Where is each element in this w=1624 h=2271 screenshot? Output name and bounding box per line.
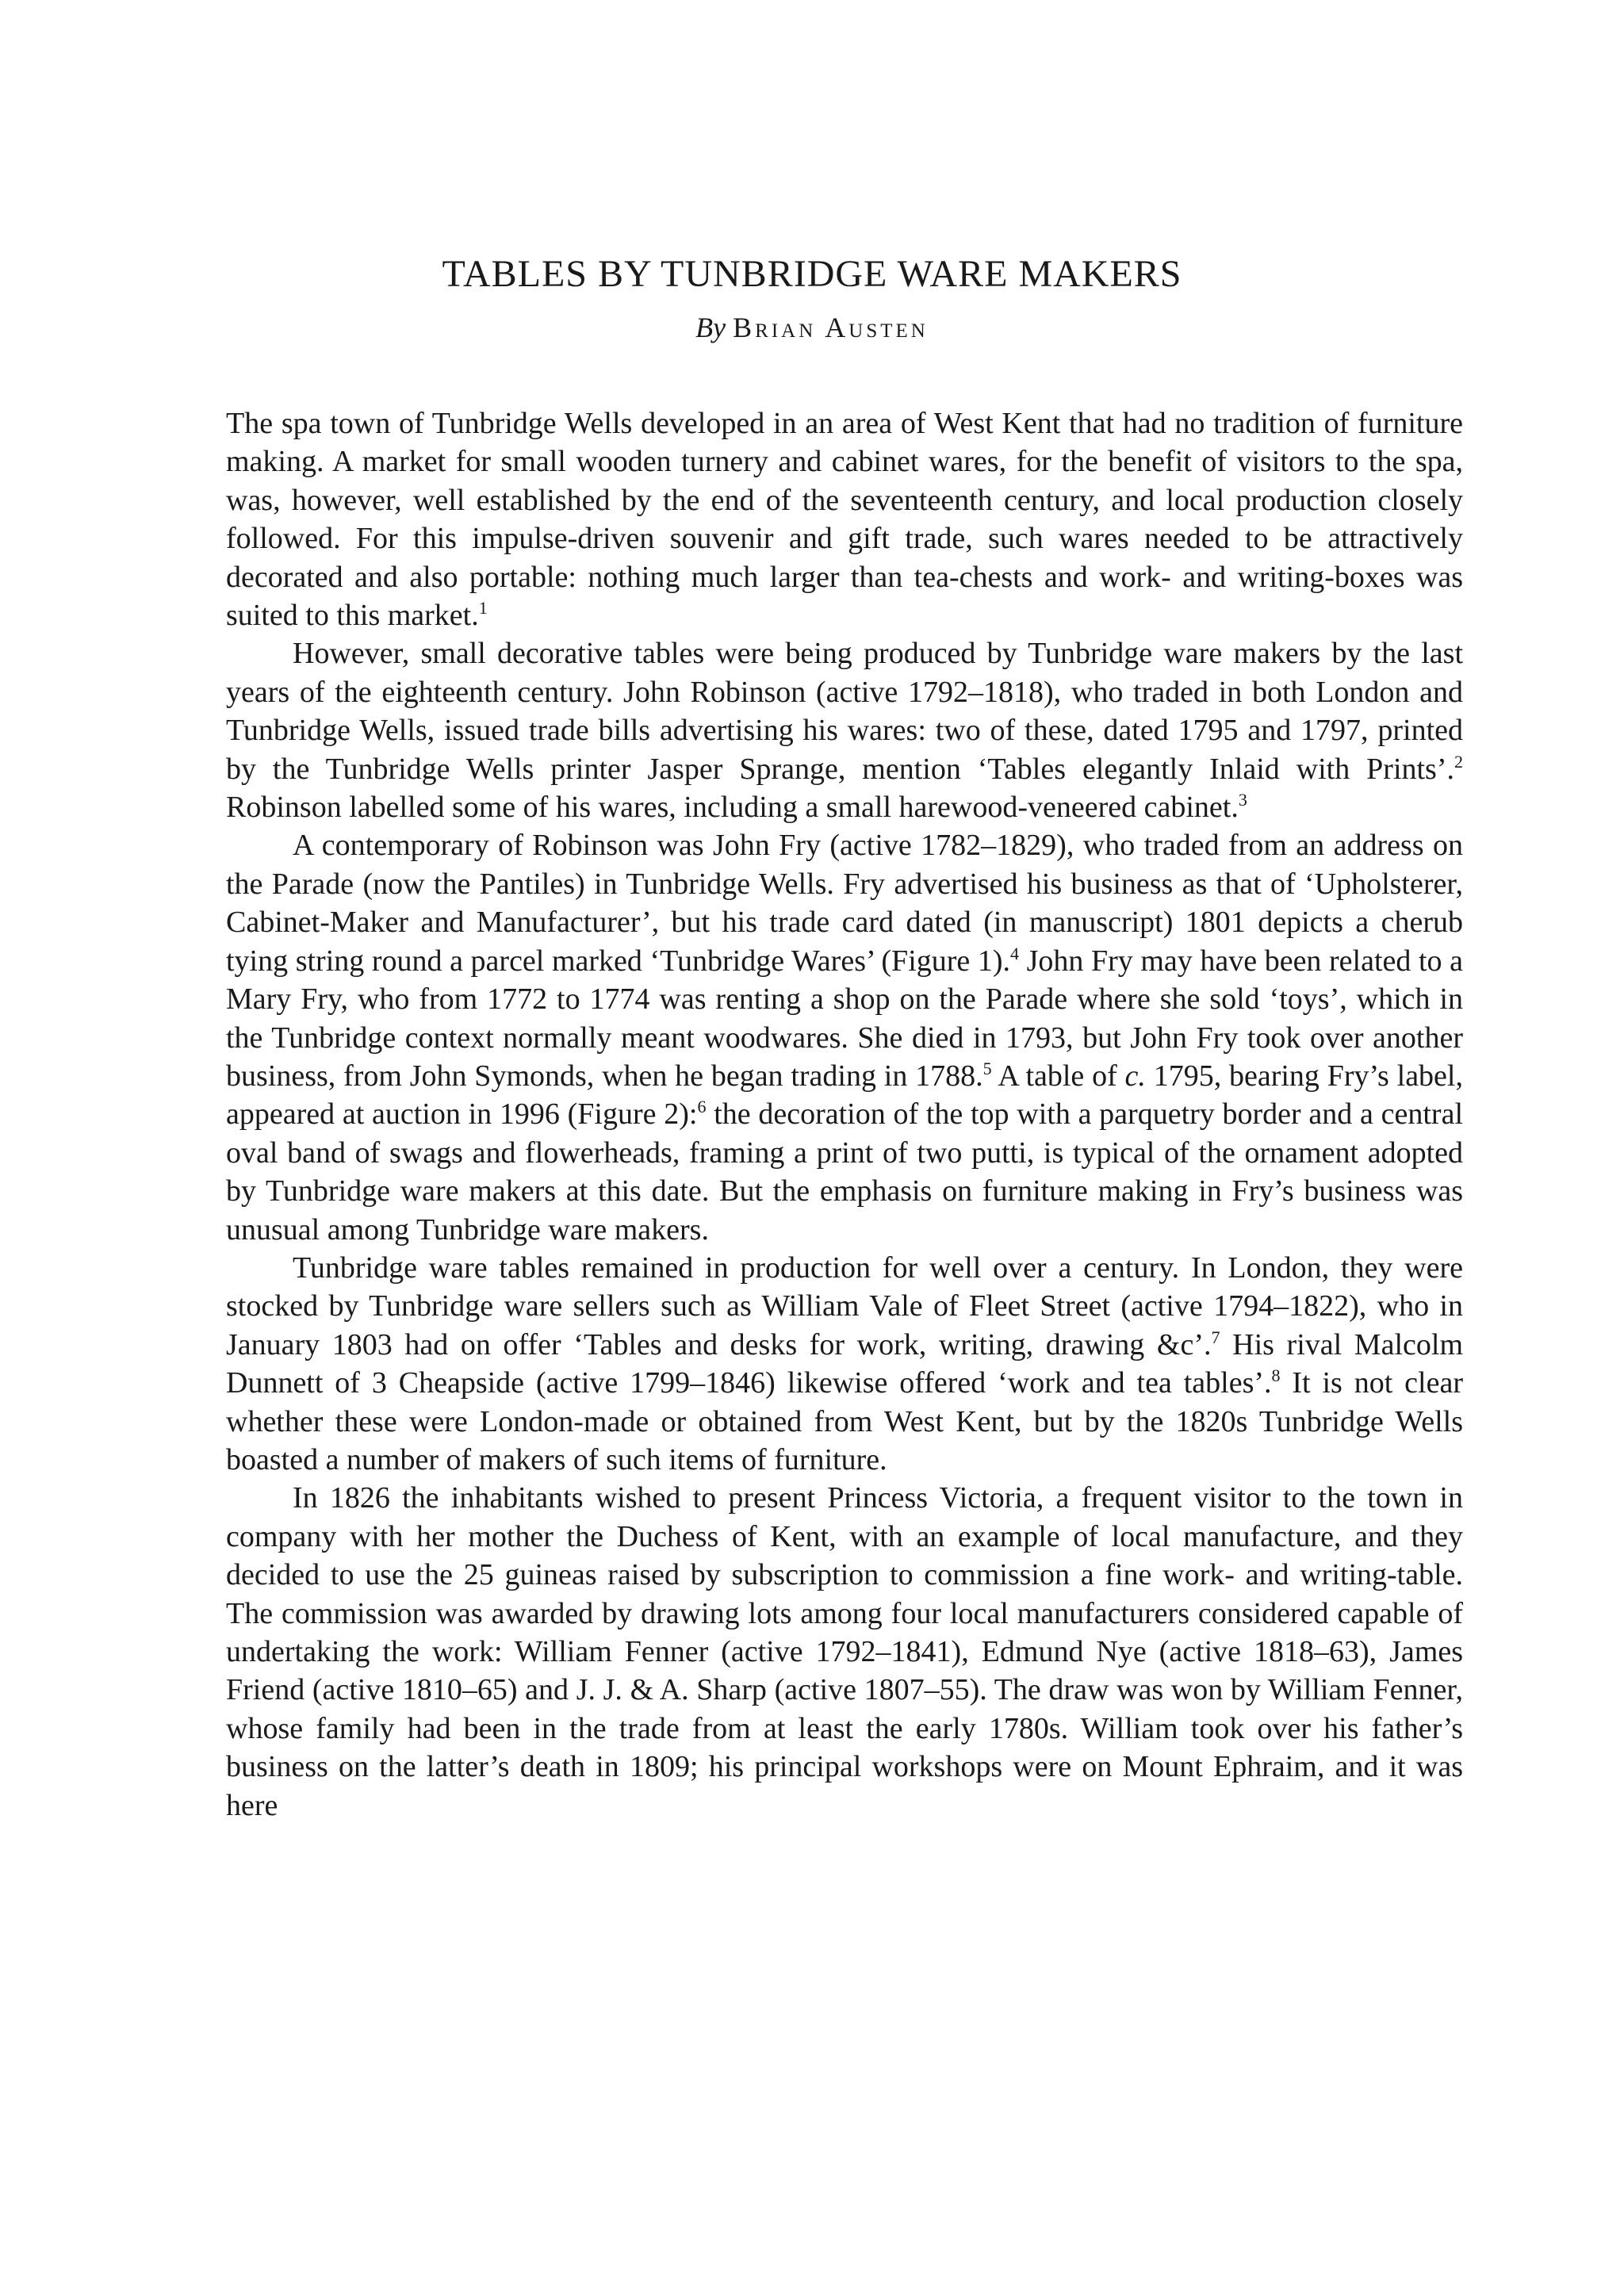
- footnote-marker: 1: [478, 598, 488, 618]
- paragraph-text: Robinson labelled some of his wares, including a small harewood-veneered cabinet.: [226, 791, 1239, 825]
- author-name: Brian Austen: [733, 312, 929, 343]
- paragraph-text: A table of: [991, 1059, 1125, 1093]
- paragraph-text: 1795, bearing Fry’s label, appeared at auction in 1996 (Figure 2):: [226, 1059, 1463, 1132]
- footnote-marker: 8: [1271, 1365, 1281, 1386]
- paragraph-text: In 1826 the inhabitants wished to present Princess Victoria, a frequent visitor to the town in company with her mother the Duchess of Kent, with an example of local manufacture, and they decided to use the 25 guineas raised by subscription to commission a fine work- and writing-table. The commission was awarded by drawing lots among four local manufacturers considered capable of undertaking the work: William Fenner (active 1792–1841), Edmund Nye (active 1818–63), James Friend (active 1810–65) and J. J. & A. Sharp (active 1807–55). The draw was won by William Fenner, whose family had been in the trade from at least the early 1780s. William took over his father’s business on the latter’s death in 1809; his principal workshops were on Mount Ephraim, and it was here: [226, 1481, 1463, 1822]
- article-body: [226, 404, 1463, 1825]
- body-paragraph: [226, 404, 1463, 634]
- paragraph-text: However, small decorative tables were being produced by Tunbridge ware makers by the last years of the eighteenth century. John Robinson (active 1792–1818), who traded in both London and Tunbridge Wells, issued trade bills advertising his wares: two of these, dated 1795 and 1797, printed by the Tunbridge Wells printer Jasper Sprange, mention ‘Tables elegantly Inlaid with Prints’.: [226, 637, 1463, 786]
- body-paragraph: [226, 634, 1463, 826]
- paragraph-text: John Fry may have been related to a Mary Fry, who from 1772 to 1774 was renting a shop on the Parade where she sold ‘toys’, which in the Tunbridge context normally meant woodwares. She died in 1793, but John Fry took over another business, from John Symonds, when he began trading in 1788.: [226, 944, 1463, 1093]
- paragraph-text: Tunbridge ware tables remained in production for well over a century. In London, they were stocked by Tunbridge ware sellers such as William Vale of Fleet Street (active 1794–1822), who in January 1803 had on offer ‘Tables and desks for work, writing, drawing &c’.: [226, 1250, 1463, 1361]
- paragraph-text: It is not clear whether these were London-made or obtained from West Kent, but by the 1820s Tunbridge Wells boasted a number of makers of such items of furniture.: [226, 1366, 1463, 1476]
- paragraph-text: The spa town of Tunbridge Wells developed in an area of West Kent that had no tradition of furniture making. A market for small wooden turnery and cabinet wares, for the benefit of visitors to the spa, was, however, well established by the end of the seventeenth century, and local production closely followed. For this impulse-driven souvenir and gift trade, such wares needed to be attractively decorated and also portable: nothing much larger than tea-chests and work- and writing-boxes was suited to this market.: [226, 407, 1463, 633]
- paragraph-text: A contemporary of Robinson was John Fry (active 1782–1829), who traded from an address on the Parade (now the Pantiles) in Tunbridge Wells. Fry advertised his business as that of ‘Upholsterer, Cabinet-Maker and Manufacturer’, but his trade card dated (in manuscript) 1801 depicts a cherub tying string round a parcel marked ‘Tunbridge Wares’ (Figure 1).: [226, 829, 1463, 978]
- italic-text: c.: [1124, 1059, 1146, 1093]
- article-title: TABLES BY TUNBRIDGE WARE MAKERS: [442, 253, 1182, 295]
- footnote-marker: 2: [1454, 751, 1463, 772]
- footnote-marker: 6: [697, 1097, 707, 1117]
- body-paragraph: [226, 826, 1463, 1248]
- body-paragraph: [226, 1249, 1463, 1479]
- footnote-marker: 7: [1211, 1327, 1220, 1347]
- paragraph-text: the decoration of the top with a parquetry border and a central oval band of swags and flowerheads, framing a print of two putti, is typical of the ornament adopted by Tunbridge ware makers at this date. But the emphasis on furniture making in Fry’s business was unusual among Tunbridge ware makers.: [226, 1097, 1464, 1247]
- footnote-marker: 4: [1010, 943, 1020, 963]
- body-paragraph: [226, 1479, 1463, 1825]
- footnote-marker: 5: [982, 1058, 992, 1078]
- byline: [0, 311, 1624, 344]
- paragraph-text: His rival Malcolm Dunnett of 3 Cheapside (active 1799–1846) likewise offered ‘work and tea tables’.: [226, 1327, 1463, 1400]
- byline-prefix: By: [695, 312, 726, 343]
- footnote-marker: 3: [1238, 790, 1247, 810]
